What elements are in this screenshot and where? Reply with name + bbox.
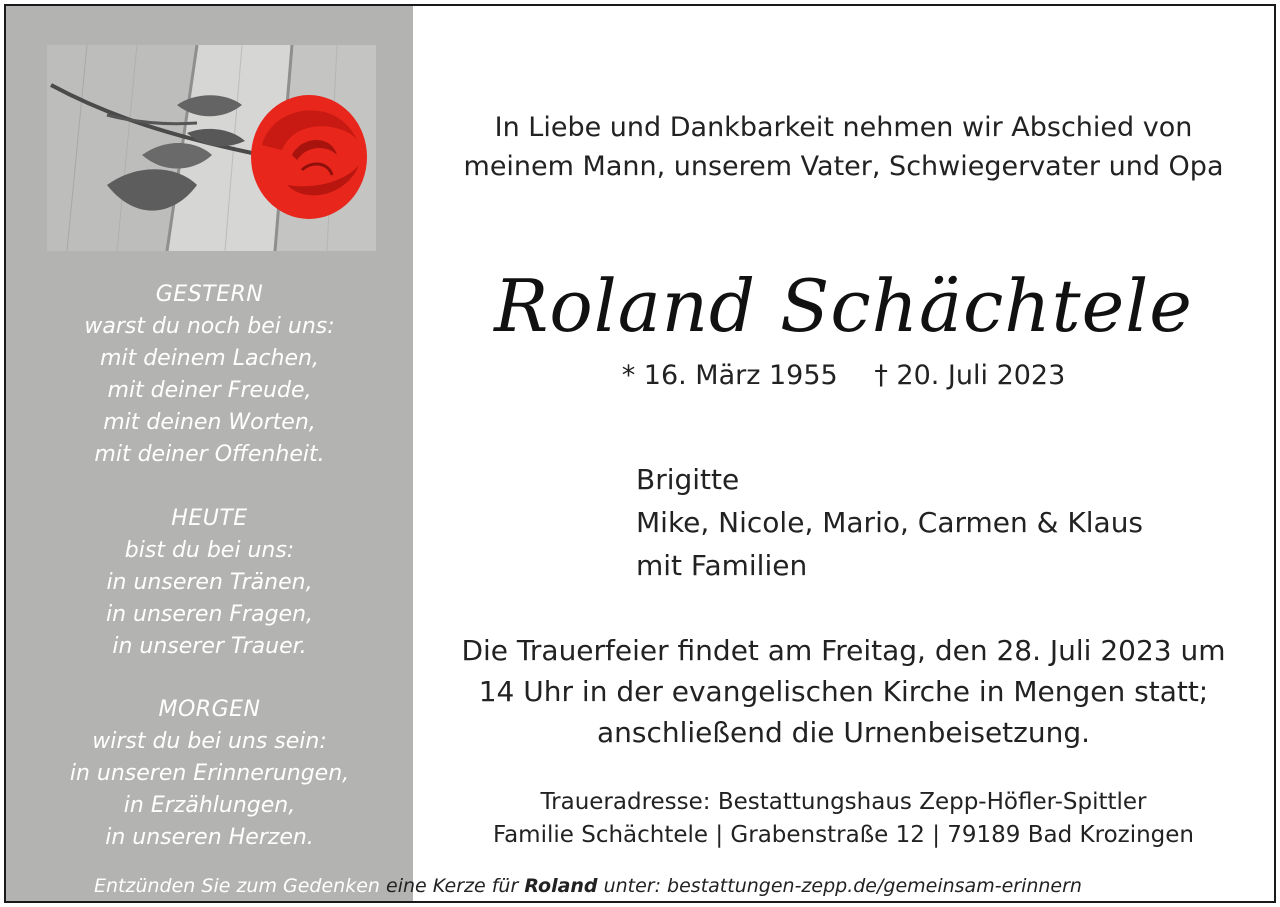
- intro-line: meinem Mann, unserem Vater, Schwiegervater und Opa: [463, 151, 1224, 182]
- family-line: mit Familien: [636, 549, 808, 582]
- family-names: [636, 458, 1143, 587]
- footer-url-text[interactable]: unter: bestattungen-zepp.de/gemeinsam-erinnern: [597, 875, 1082, 897]
- main-content: [413, 6, 1274, 901]
- poem-line: wirst du bei uns sein:: [92, 729, 327, 754]
- memorial-footer: [6, 872, 1274, 901]
- address-line: Familie Schächtele | Grabenstraße 12 | 79189 Bad Krozingen: [492, 822, 1195, 848]
- poem-line: mit deiner Offenheit.: [94, 442, 325, 467]
- intro-line: In Liebe und Dankbarkeit nehmen wir Abschied von: [494, 112, 1193, 143]
- poem-line: in unseren Fragen,: [105, 602, 314, 627]
- deceased-name: Roland Schächtele: [494, 264, 1193, 348]
- poem-line: mit deinen Worten,: [103, 410, 316, 435]
- family-line: Brigitte: [636, 463, 740, 496]
- poem-line: mit deiner Freude,: [107, 378, 312, 403]
- death-date: † 20. Juli 2023: [874, 360, 1066, 391]
- family-line: Mike, Nicole, Mario, Carmen & Klaus: [636, 506, 1144, 539]
- poem-line: in unserer Trauer.: [112, 634, 307, 659]
- poem-stanza-gestern: [6, 279, 413, 471]
- ceremony-line: Die Trauerfeier findet am Freitag, den 28. Juli 2023 um: [461, 634, 1226, 667]
- ceremony-info: [413, 630, 1274, 753]
- poem-heading: MORGEN: [158, 697, 261, 722]
- ceremony-line: anschließend die Urnenbeisetzung.: [596, 716, 1091, 749]
- poem-sidebar: [6, 6, 413, 901]
- ceremony-line: 14 Uhr in der evangelischen Kirche in Mengen statt;: [478, 675, 1209, 708]
- poem-line: bist du bei uns:: [124, 538, 295, 563]
- poem-heading: HEUTE: [171, 506, 248, 531]
- address-line: Traueradresse: Bestattungshaus Zepp-Höfler-Spittler: [540, 789, 1147, 815]
- footer-text-part: eine Kerze für: [379, 875, 525, 897]
- birth-date: * 16. März 1955: [621, 360, 838, 391]
- poem-line: in Erzählungen,: [123, 793, 296, 818]
- life-dates: [413, 358, 1274, 394]
- footer-text-part: Entzünden Sie zum Gedenken: [94, 875, 380, 897]
- footer-name: Roland: [524, 875, 598, 897]
- poem-stanza-morgen: [6, 694, 413, 854]
- footer-text: [94, 874, 1082, 898]
- poem-line: mit deinem Lachen,: [100, 346, 319, 371]
- poem-line: in unseren Erinnerungen,: [69, 761, 350, 786]
- poem-line: warst du noch bei uns:: [84, 314, 335, 339]
- poem-line: in unseren Herzen.: [105, 825, 314, 850]
- poem-stanza-heute: [6, 503, 413, 663]
- poem-heading: GESTERN: [155, 282, 264, 307]
- obituary-card: [4, 4, 1276, 903]
- mourning-address: [413, 786, 1274, 852]
- intro-text: [413, 108, 1274, 186]
- rose-photo: [47, 45, 376, 251]
- poem-line: in unseren Tränen,: [106, 570, 313, 595]
